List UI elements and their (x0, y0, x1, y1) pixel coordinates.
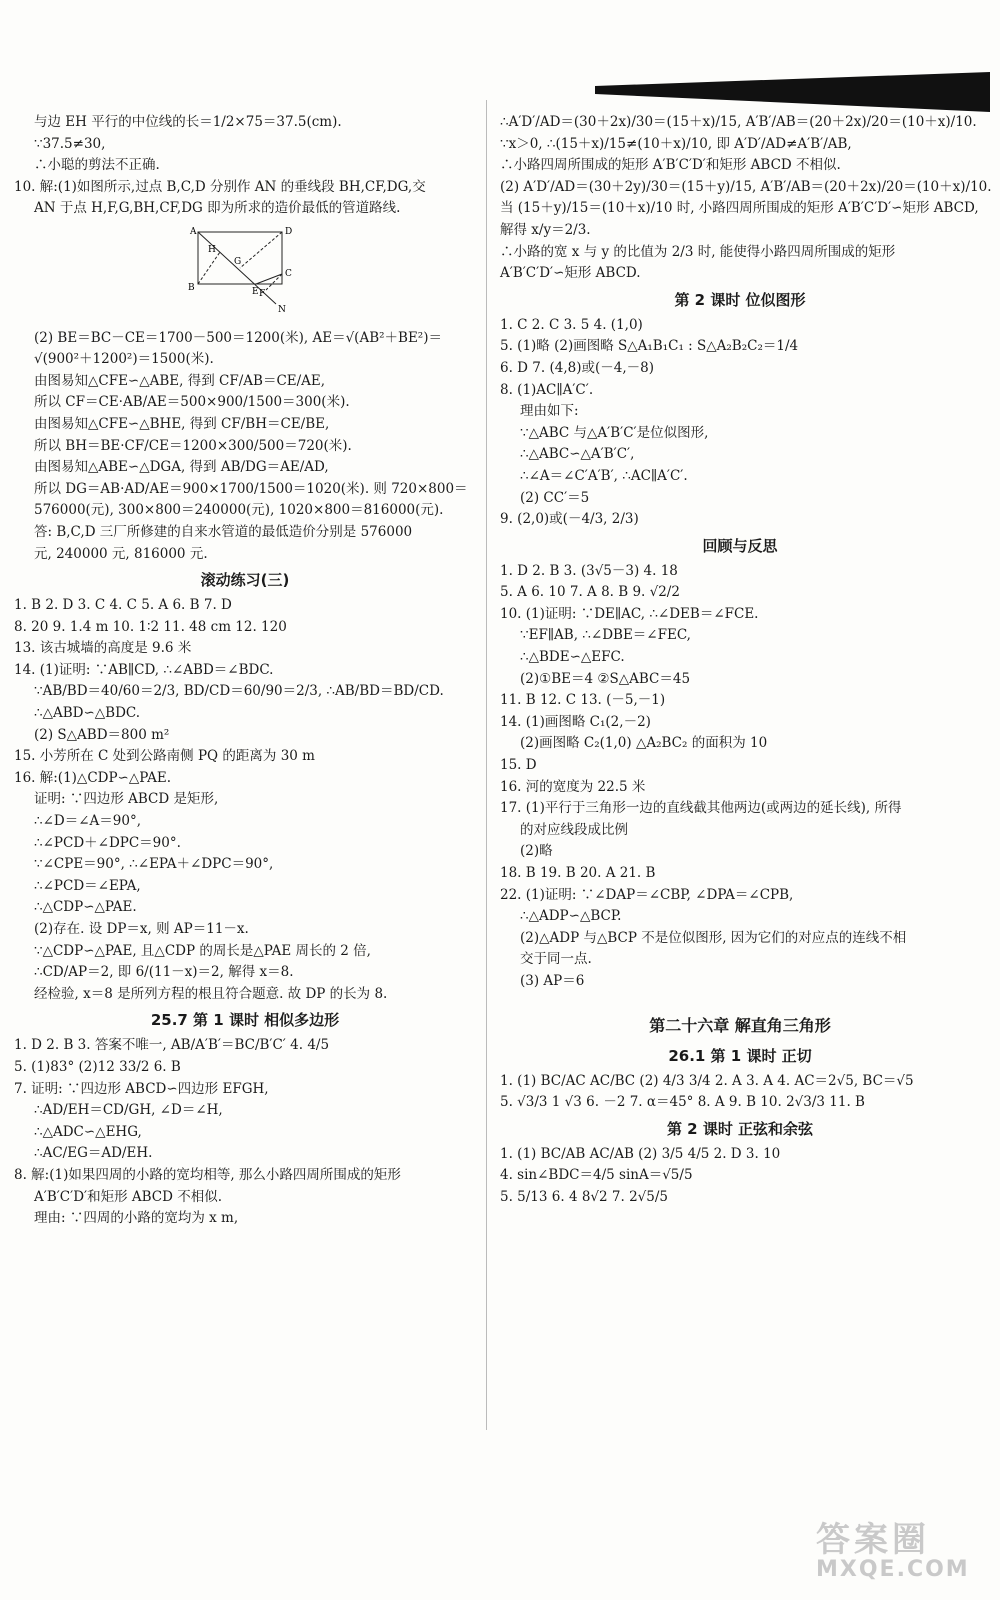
answer-line: 所以 DG＝AB·AD/AE＝900×1700/1500＝1020(米). 则 720×800＝ (34, 480, 468, 497)
answer-line: ∴△CDP∽△PAE. (34, 899, 137, 916)
answer-line: 理由如下: (520, 403, 579, 420)
answer-line: ∵AB/BD＝40/60＝2/3, BD/CD＝60/90＝2/3, ∴AB/BD＝BD/CD. (34, 683, 444, 700)
answer-line: √(900²＋1200²)＝1500(米). (34, 351, 214, 368)
answer-line: 5. 5/13 6. 4 8√2 7. 2√5/5 (500, 1188, 668, 1205)
answer-line: 8. 20 9. 1.4 m 10. 1∶2 11. 48 cm 12. 120 (14, 618, 287, 635)
answer-line: ∵x＞0, ∴(15＋x)/15≠(10＋x)/10, 即 A′D′/AD≠A′B′/AB, (500, 135, 852, 152)
answer-line: (2) CC′＝5 (520, 489, 590, 506)
answer-line: (2) S△ABD＝800 m² (34, 726, 170, 743)
answer-line: 16. 河的宽度为 22.5 米 (500, 778, 646, 795)
answer-line: 13. 该古城墙的高度是 9.6 米 (14, 640, 192, 657)
answer-line: ∴△ABC∽△A′B′C′, (520, 446, 635, 463)
section-heading: 回顾与反思 (702, 536, 778, 555)
answer-line: ∴△BDE∽△EFC. (520, 649, 625, 666)
answer-line: 10. (1)证明: ∵DE∥AC, ∴∠DEB＝∠FCE. (500, 605, 759, 622)
answer-line: ∴AC/EG＝AD/EH. (34, 1145, 153, 1162)
label-a: A (190, 226, 197, 237)
answer-line: (2)画图略 C₂(1,0) △A₂BC₂ 的面积为 10 (520, 735, 768, 752)
answer-line: 5. (1)83° (2)12 33/2 6. B (14, 1058, 181, 1075)
answer-line: ∴AD/EH＝CD/GH, ∠D＝∠H, (34, 1102, 223, 1119)
answer-line: (2) BE＝BC－CE＝1700－500＝1200(米), AE＝√(AB²＋BE²)＝ (34, 329, 442, 346)
section-heading: 第二十六章 解直角三角形 (649, 1015, 831, 1035)
answer-line: 解得 x/y＝2/3. (500, 221, 591, 238)
answer-line: ∴△ADP∽△BCP. (520, 908, 622, 925)
answer-line: ∵∠CPE＝90°, ∴∠EPA＋∠DPC＝90°, (34, 856, 274, 873)
segment-bh (198, 252, 220, 284)
header-bar (595, 72, 990, 112)
answer-line: 5. A 6. 10 7. A 8. B 9. √2/2 (500, 584, 680, 601)
answer-line: ∴A′D′/AD＝(30＋2x)/30＝(15＋x)/15, A′B′/AB＝(20＋2x)/20＝(10＋x)/10. (500, 114, 977, 130)
answer-line: ∴小路四周所围成的矩形 A′B′C′D′和矩形 ABCD 不相似. (500, 157, 841, 174)
answer-line: 15. D (500, 757, 537, 774)
answer-line: A′B′C′D′和矩形 ABCD 不相似. (34, 1188, 223, 1205)
label-e: E (252, 286, 259, 297)
answer-line: 22. (1)证明: ∵∠DAP＝∠CBP, ∠DPA＝∠CPB, (500, 886, 794, 903)
answer-line: 11. B 12. C 13. (－5,－1) (500, 692, 666, 709)
answer-line: 4. sin∠BDC＝4/5 sinA＝√5/5 (500, 1167, 693, 1184)
answer-line: 6. D 7. (4,8)或(－4,－8) (500, 359, 654, 376)
answer-line: 由图易知△CFE∽△ABE, 得到 CF/AB＝CE/AE, (34, 372, 326, 389)
answer-line: 元, 240000 元, 816000 元. (34, 545, 208, 562)
answer-line: 当 (15＋y)/15＝(10＋x)/10 时, 小路四周所围成的矩形 A′B′C′D′∽矩形 ABCD, (500, 200, 979, 217)
section-heading: 26.1 第 1 课时 正切 (668, 1046, 812, 1065)
answer-line: 5. (1)略 (2)画图略 S△A₁B₁C₁ : S△A₂B₂C₂＝1/4 (500, 338, 799, 355)
segment-cf (266, 274, 282, 290)
answer-line: 9. (2,0)或(－4/3, 2/3) (500, 511, 639, 528)
answer-line: 1. B 2. D 3. C 4. C 5. A 6. B 7. D (14, 597, 232, 614)
watermark-logo: 答案圈 (816, 1520, 930, 1560)
column-divider (486, 100, 487, 1430)
rectangle-diagram (184, 224, 294, 314)
answer-line: 所以 BH＝BE·CF/CE＝1200×300/500＝720(米). (34, 437, 352, 454)
answer-line: 1. D 2. B 3. 答案不唯一, AB/A′B′＝BC/B′C′ 4. 4/5 (14, 1037, 330, 1054)
answer-line: 18. B 19. B 20. A 21. B (500, 865, 656, 881)
answer-line: 15. 小芳所在 C 处到公路南侧 PQ 的距离为 30 m (14, 748, 315, 765)
answer-line: ∴△ADC∽△EHG, (34, 1123, 142, 1140)
label-n: N (278, 304, 286, 314)
answer-line: (2)存在. 设 DP＝x, 则 AP＝11－x. (34, 921, 249, 937)
answer-line: ∴小路的宽 x 与 y 的比值为 2/3 时, 能使得小路四周所围成的矩形 (500, 243, 896, 260)
answer-line: 经检验, x＝8 是所列方程的根且符合题意. 故 DP 的长为 8. (34, 985, 388, 1002)
watermark (816, 1512, 986, 1592)
answer-line: 与边 EH 平行的中位线的长＝1/2×75＝37.5(cm). (34, 114, 342, 130)
answer-line: 14. (1)证明: ∵AB∥CD, ∴∠ABD＝∠BDC. (14, 661, 274, 678)
answer-line: ∴∠A＝∠C′A′B′, ∴AC∥A′C′. (520, 467, 688, 484)
answer-line: ∵EF∥AB, ∴∠DBE＝∠FEC, (520, 627, 691, 644)
answer-line: 14. (1)画图略 C₁(2,－2) (500, 713, 651, 730)
answer-line: 1. D 2. B 3. (3√5－3) 4. 18 (500, 562, 678, 579)
segment-dg (240, 232, 282, 268)
answer-line: 所以 CF＝CE·AB/AE＝500×900/1500＝300(米). (34, 394, 350, 411)
answer-line: 1. C 2. C 3. 5 4. (1,0) (500, 316, 643, 333)
label-f: F (259, 288, 266, 299)
answer-line: 5. √3/3 1 √3 6. －2 7. α＝45° 8. A 9. B 10. 2√3/3 11. B (500, 1094, 865, 1111)
answer-line: 17. (1)平行于三角形一边的直线截其他两边(或两边的延长线), 所得 (500, 800, 902, 817)
segment-ec (256, 274, 282, 284)
answer-line: ∴∠D＝∠A＝90°, (34, 813, 142, 830)
answer-line: ∴∠PCD＋∠DPC＝90°. (34, 834, 181, 851)
right-column (500, 112, 992, 1209)
answer-line: 16. 解:(1)△CDP∽△PAE. (14, 769, 171, 786)
answer-line: 理由: ∵四周的小路的宽均为 x m, (34, 1210, 239, 1227)
answer-line: ∴CD/AP＝2, 即 6/(11－x)＝2, 解得 x＝8. (34, 964, 294, 981)
answer-line: ∵37.5≠30, (34, 135, 106, 152)
answer-line: (2) A′D′/AD＝(30＋2y)/30＝(15＋y)/15, A′B′/AB＝(20＋2x)/20＝(10＋x)/10. (500, 178, 992, 195)
answer-line: 答: B,C,D 三厂所修建的自来水管道的最低造价分别是 576000 (34, 523, 413, 540)
watermark-url: MXQE.COM (816, 1557, 970, 1582)
answer-line: 10. 解:(1)如图所示,过点 B,C,D 分别作 AN 的垂线段 BH,CF,DG,交 (14, 178, 426, 195)
label-h: H (208, 244, 216, 255)
answer-line: 1. (1) BC/AC AC/BC (2) 4/3 3/4 2. A 3. A 4. AC＝2√5, BC＝√5 (500, 1072, 914, 1089)
section-heading: 滚动练习(三) (200, 571, 290, 590)
answer-line: (3) AP＝6 (520, 972, 585, 989)
answer-line: 的对应线段成比例 (520, 821, 628, 838)
answer-line: (2)①BE＝4 ②S△ABC＝45 (520, 670, 691, 687)
answer-line: ∴∠PCD＝∠EPA, (34, 877, 141, 894)
label-g: G (234, 256, 242, 267)
answer-line: ∵△ABC 与△A′B′C′是位似图形, (520, 424, 709, 441)
answer-line: ∴△ABD∽△BDC. (34, 705, 141, 722)
label-b: B (188, 282, 195, 293)
answer-line: 证明: ∵四边形 ABCD 是矩形, (34, 791, 219, 808)
left-column (14, 112, 476, 1230)
answer-line: ∵△CDP∽△PAE, 且△CDP 的周长是△PAE 周长的 2 倍, (34, 942, 371, 959)
section-heading: 25.7 第 1 课时 相似多边形 (150, 1011, 340, 1030)
answer-line: 8. (1)AC∥A′C′. (500, 381, 594, 398)
answer-line: 1. (1) BC/AB AC/AB (2) 3/5 4/5 2. D 3. 10 (500, 1145, 781, 1162)
answer-line: 576000(元), 300×800＝240000(元), 1020×800＝816000(元). (34, 502, 444, 519)
answer-line: (2)△ADP 与△BCP 不是位似图形, 因为它们的对应点的连线不相 (520, 929, 907, 946)
answer-line: A′B′C′D′∽矩形 ABCD. (500, 265, 641, 282)
answer-line: 7. 证明: ∵四边形 ABCD∽四边形 EFGH, (14, 1080, 269, 1097)
answer-line: 8. 解:(1)如果四周的小路的宽均相等, 那么小路四周所围成的矩形 (14, 1166, 401, 1183)
answer-line: 交于同一点. (520, 951, 592, 968)
geometry-figure (184, 224, 476, 322)
label-c: C (285, 268, 292, 279)
answer-line: AN 于点 H,F,G,BH,CF,DG 即为所求的造价最低的管道路线. (34, 200, 401, 217)
section-heading: 第 2 课时 正弦和余弦 (666, 1119, 814, 1138)
section-heading: 第 2 课时 位似图形 (674, 290, 806, 309)
answer-line: (2)略 (520, 843, 553, 860)
answer-line: 由图易知△ABE∽△DGA, 得到 AB/DG＝AE/AD, (34, 459, 329, 476)
answer-line: ∴小聪的剪法不正确. (34, 157, 160, 174)
answer-line: 由图易知△CFE∽△BHE, 得到 CF/BH＝CE/BE, (34, 415, 330, 432)
label-d: D (285, 226, 293, 237)
